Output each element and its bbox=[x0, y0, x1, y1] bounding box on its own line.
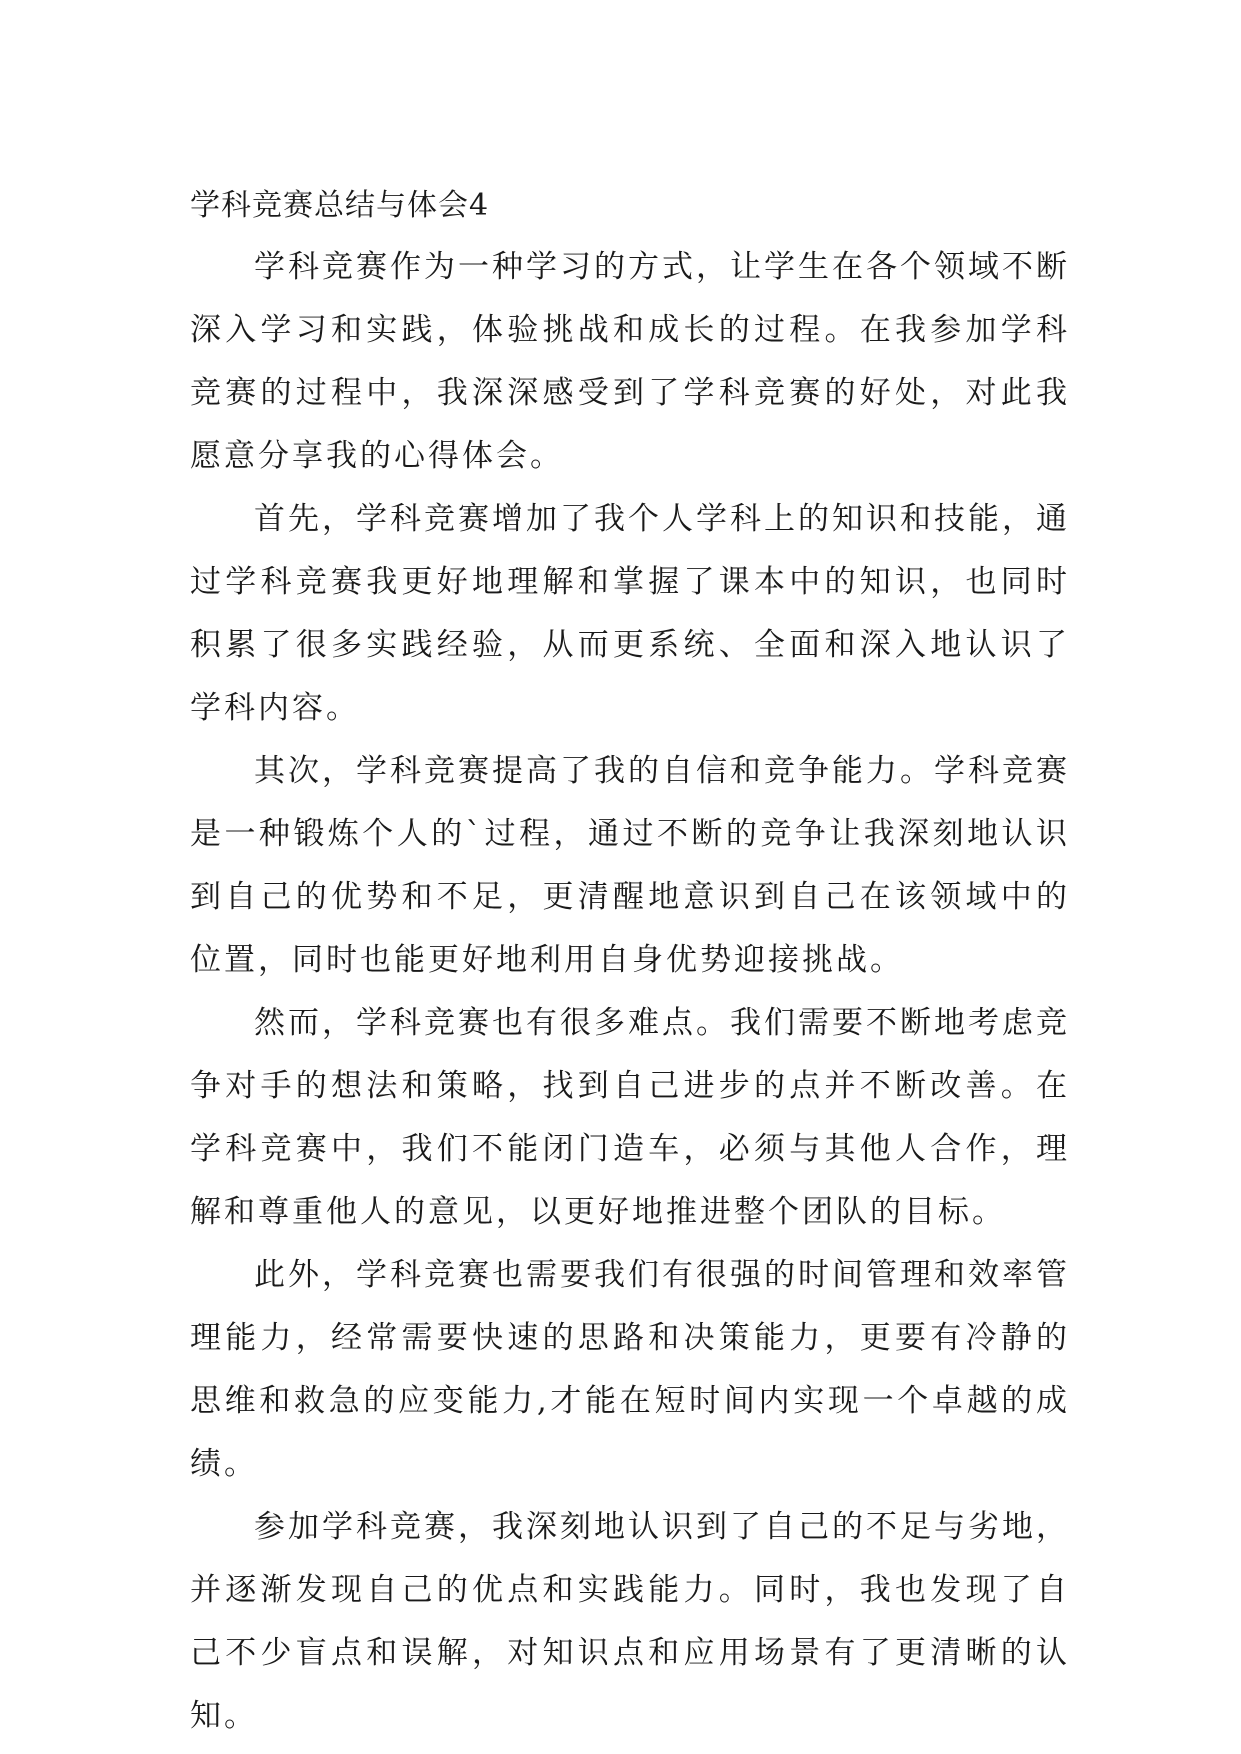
paragraph-second: 其次，学科竞赛提高了我的自信和竞争能力。学科竞赛是一种锻炼个人的`过程，通过不断的竞争让我深刻地认识到自己的优势和不足，更清醒地意识到自己在该领域中的位置，同时也能更好地利用自身优势迎接挑战。 bbox=[190, 753, 1070, 978]
paragraph-intro: 学科竞赛作为一种学习的方式，让学生在各个领域不断深入学习和实践，体验挑战和成长的过程。在我参加学科竞赛的过程中，我深深感受到了学科竞赛的好处，对此我愿意分享我的心得体会。 bbox=[190, 249, 1070, 474]
document-body bbox=[190, 186, 1070, 1748]
document-title: 学科竞赛总结与体会4 bbox=[190, 188, 490, 223]
paragraph-difficulties: 然而，学科竞赛也有很多难点。我们需要不断地考虑竞争对手的想法和策略，找到自己进步的点并不断改善。在学科竞赛中，我们不能闭门造车，必须与其他人合作，理解和尊重他人的意见，以更好地推进整个团队的目标。 bbox=[190, 1005, 1070, 1230]
paragraph-time-management: 此外，学科竞赛也需要我们有很强的时间管理和效率管理能力，经常需要快速的思路和决策能力，更要有冷静的思维和救急的应变能力,才能在短时间内实现一个卓越的成绩。 bbox=[190, 1257, 1070, 1482]
paragraph-first: 首先，学科竞赛增加了我个人学科上的知识和技能，通过学科竞赛我更好地理解和掌握了课本中的知识，也同时积累了很多实践经验，从而更系统、全面和深入地认识了学科内容。 bbox=[190, 501, 1070, 726]
paragraph-reflection: 参加学科竞赛，我深刻地认识到了自己的不足与劣地，并逐渐发现自己的优点和实践能力。同时，我也发现了自己不少盲点和误解，对知识点和应用场景有了更清晰的认知。 bbox=[190, 1509, 1070, 1734]
